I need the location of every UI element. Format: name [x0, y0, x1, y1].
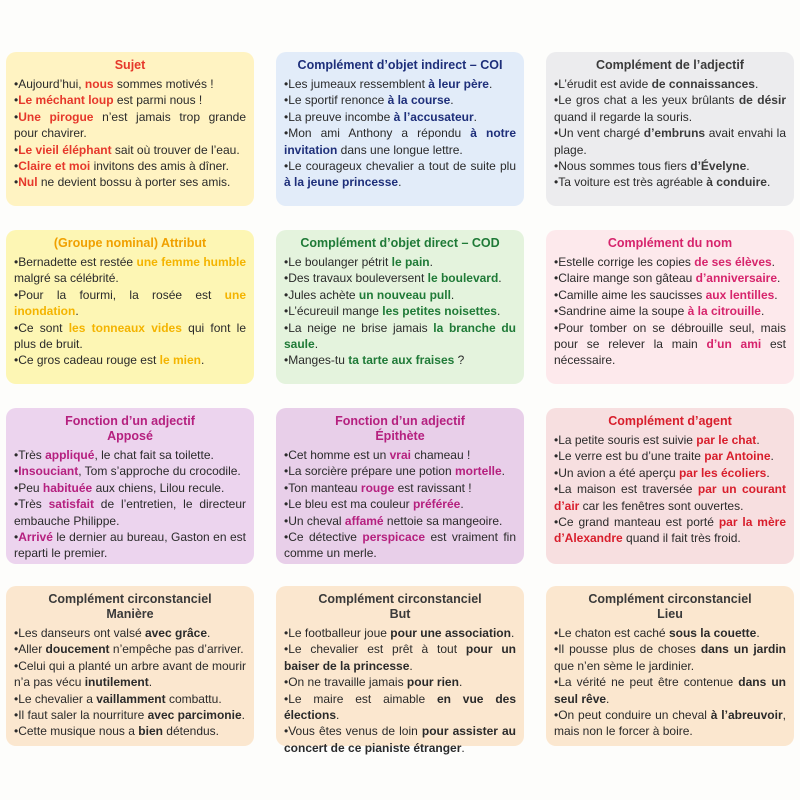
sentence-text: est ravissant !: [394, 480, 472, 495]
highlighted-phrase: Une pirogue: [18, 109, 94, 124]
sentence-text: .: [766, 465, 770, 480]
sentence-text: .: [75, 304, 79, 319]
card-coi: [276, 52, 524, 206]
highlighted-phrase: par le chat: [696, 433, 757, 447]
sentence-text: •Pour la fourmi, la rosée est: [14, 287, 225, 302]
sentence-text: chameau !: [410, 448, 471, 462]
sentence-text: .: [488, 77, 493, 91]
sentence-text: , Tom s’approche du crocodile.: [78, 464, 241, 479]
highlighted-phrase: une femme humble: [136, 255, 246, 269]
sentence-text: .: [771, 255, 776, 269]
example-sentence: [554, 707, 786, 740]
sentence-text: •: [14, 142, 19, 157]
highlighted-phrase: aux lentilles: [705, 287, 775, 302]
sentence-text: •Claire mange son gâteau: [554, 271, 696, 286]
sentence-text: , le chat fait sa toilette.: [94, 448, 214, 462]
sentence-text: •: [14, 464, 19, 479]
example-sentence: [14, 463, 246, 479]
highlighted-phrase: vaillamment: [96, 691, 166, 706]
sentence-text: •Ce détective: [284, 530, 363, 545]
card-adjectif-epithete: [276, 408, 524, 564]
example-list: [14, 76, 246, 191]
sentence-text: •Camille aime les saucisses: [554, 287, 706, 302]
example-sentence: [14, 320, 246, 353]
highlighted-phrase: une inondation: [14, 287, 246, 319]
sentence-text: •Le chaton est caché: [554, 626, 669, 640]
example-sentence: [14, 529, 246, 562]
example-sentence: [554, 270, 786, 286]
highlighted-phrase: à la citrouille: [687, 304, 761, 319]
highlighted-phrase: bien: [138, 724, 163, 739]
card-cc-but: [276, 586, 524, 755]
card-title: Complément d’objet indirect – COI: [297, 58, 503, 72]
sentence-text: •Des travaux bouleversent: [284, 271, 428, 286]
card-complement-agent: [546, 408, 794, 564]
card-title: Complément du nom: [607, 236, 733, 250]
sentence-text: •Peu: [14, 480, 43, 495]
sentence-text: •Cette musique nous a: [14, 724, 139, 739]
highlighted-phrase: appliqué: [45, 448, 95, 462]
example-sentence: [14, 707, 246, 723]
card-complement-adjectif: [546, 52, 794, 206]
sentence-text: •Vous êtes venus de loin: [284, 724, 422, 739]
sentence-text: aux chiens, Lilou recule.: [92, 480, 225, 495]
sentence-text: •Pour tomber on se débrouille seul, mais pour se relever la main: [554, 320, 786, 352]
sentence-text: •Nous sommes tous fiers: [554, 159, 691, 174]
sentence-text: .: [148, 675, 153, 690]
highlighted-phrase: perspicace: [362, 530, 426, 545]
example-sentence: [284, 287, 516, 303]
sentence-text: •La sorcière prépare une potion: [284, 464, 455, 479]
sentence-text: quand il fait très froid.: [622, 531, 741, 546]
example-sentence: [554, 254, 786, 270]
sentence-text: .: [460, 497, 464, 512]
sentence-text: •On ne travaille jamais: [284, 675, 407, 690]
highlighted-phrase: le boulevard: [427, 271, 499, 286]
sentence-text: •Le sportif renonce: [284, 93, 388, 108]
example-sentence: [14, 447, 246, 463]
sentence-text: avait envahi la plage.: [554, 126, 786, 157]
highlighted-phrase: Claire et moi: [18, 159, 91, 174]
highlighted-phrase: les petites noisettes: [382, 304, 497, 319]
example-sentence: [14, 658, 246, 691]
example-sentence: [284, 691, 516, 724]
example-sentence: [284, 76, 516, 92]
example-sentence: [14, 625, 246, 641]
sentence-text: dans une longue lettre.: [337, 142, 463, 157]
highlighted-phrase: avec parcimonie: [147, 708, 242, 723]
example-sentence: [554, 287, 786, 303]
sentence-text: .: [450, 93, 454, 108]
sentence-text: •L’érudit est avide: [554, 77, 652, 91]
highlighted-phrase: mortelle: [454, 464, 502, 479]
card-title: (Groupe nominal) Attribut: [53, 236, 207, 250]
example-sentence: [554, 448, 786, 464]
example-sentence: [284, 723, 516, 756]
sentence-text: est nécessaire.: [554, 337, 787, 368]
example-sentence: [284, 125, 516, 158]
example-list: [554, 625, 786, 740]
highlighted-phrase: de ses élèves: [694, 255, 772, 269]
sentence-text: .: [241, 708, 245, 723]
example-sentence: [554, 158, 786, 174]
sentence-text: .: [200, 353, 205, 368]
example-sentence: [14, 76, 246, 92]
example-sentence: [554, 514, 786, 547]
sentence-text: •Très: [14, 448, 46, 462]
example-sentence: [284, 674, 516, 690]
sentence-text: •La preuve incombe: [284, 109, 394, 124]
example-sentence: [14, 641, 246, 657]
highlighted-phrase: dans un seul rêve: [554, 675, 786, 706]
sentence-text: .: [458, 675, 463, 690]
sentence-text: .: [777, 271, 781, 286]
sentence-text: •Il faut saler la nourriture: [14, 708, 148, 723]
sentence-text: sommes motivés !: [113, 77, 214, 91]
card-title: Complément circonstanciel Lieu: [588, 592, 752, 621]
sentence-text: •Les danseurs ont valsé: [14, 626, 145, 640]
highlighted-phrase: à la course: [387, 93, 451, 108]
example-sentence: [554, 303, 786, 319]
sentence-text: •Ta voiture est très agréable: [554, 175, 707, 190]
highlighted-phrase: d’un ami: [706, 337, 762, 352]
highlighted-phrase: à notre invitation: [284, 126, 516, 157]
example-sentence: [14, 691, 246, 707]
highlighted-phrase: rouge: [360, 480, 395, 495]
example-sentence: [554, 481, 786, 514]
highlighted-phrase: à l’abreuvoir: [710, 708, 783, 723]
card-title: Fonction d’un adjectif Apposé: [65, 414, 195, 443]
sentence-text: •Très: [14, 497, 49, 512]
sentence-text: •: [14, 93, 19, 108]
highlighted-phrase: par la mère d’Alexandre: [554, 515, 786, 546]
card-title: Complément circonstanciel Manière: [48, 592, 212, 621]
highlighted-phrase: Arrivé: [18, 530, 53, 545]
sentence-text: .: [207, 626, 211, 640]
highlighted-phrase: inutilement: [84, 675, 149, 690]
sentence-text: •Mon ami Anthony a répondu: [284, 126, 471, 141]
example-sentence: [14, 174, 246, 190]
highlighted-phrase: dans un jardin: [700, 642, 787, 657]
sentence-text: •Aujourd’hui,: [14, 77, 85, 91]
example-sentence: [554, 641, 786, 674]
highlighted-phrase: un nouveau pull: [358, 287, 451, 302]
example-sentence: [554, 674, 786, 707]
example-sentence: [284, 480, 516, 496]
sentence-text: •Le chevalier a: [14, 691, 97, 706]
example-list: [284, 254, 516, 369]
sentence-text: •On peut conduire un cheval: [554, 708, 711, 723]
highlighted-phrase: doucement: [45, 642, 110, 657]
example-sentence: [554, 625, 786, 641]
example-list: [554, 432, 786, 547]
example-list: [554, 254, 786, 369]
card-title: Fonction d’un adjectif Épithète: [335, 414, 465, 443]
highlighted-phrase: à leur père: [428, 77, 489, 91]
example-sentence: [284, 352, 516, 368]
highlighted-phrase: vrai: [389, 448, 411, 462]
example-sentence: [554, 125, 786, 158]
sentence-text: .: [398, 175, 402, 190]
sentence-text: .: [756, 626, 760, 640]
sentence-text: le dernier au bureau, Gaston en est reparti le premier.: [14, 530, 246, 561]
sentence-text: détendus.: [162, 724, 219, 739]
sentence-text: •: [14, 175, 19, 190]
sentence-text: malgré sa célébrité.: [14, 271, 119, 286]
sentence-text: •Estelle corrige les copies: [554, 255, 695, 269]
highlighted-phrase: à l’accusateur: [393, 109, 474, 124]
highlighted-phrase: Le vieil éléphant: [18, 142, 112, 157]
example-sentence: [284, 496, 516, 512]
sentence-text: •Jules achète: [284, 287, 359, 302]
example-sentence: [284, 92, 516, 108]
example-list: [284, 625, 516, 756]
card-cc-lieu: [546, 586, 794, 746]
example-sentence: [554, 76, 786, 92]
sentence-text: est vraiment fin comme un merle.: [284, 530, 516, 561]
example-sentence: [14, 254, 246, 287]
highlighted-phrase: en vue des élections: [284, 691, 516, 723]
sentence-text: •Un cheval: [284, 513, 345, 528]
sentence-text: .: [429, 255, 433, 269]
example-list: [554, 76, 786, 191]
example-sentence: [14, 480, 246, 496]
sentence-text: •Il pousse plus de choses: [554, 642, 701, 657]
sentence-text: ne devient bossu à porter ses amis.: [37, 175, 231, 190]
sentence-text: .: [461, 740, 465, 755]
sentence-text: •: [14, 530, 19, 545]
example-sentence: [284, 513, 516, 529]
sentence-text: •Le footballeur joue: [284, 626, 391, 640]
sentence-text: •L’écureuil mange: [284, 304, 383, 319]
sentence-text: .: [314, 337, 319, 352]
card-adjectif-appose: [6, 408, 254, 564]
highlighted-phrase: de connaissances: [651, 77, 755, 91]
example-sentence: [14, 158, 246, 174]
sentence-text: nettoie sa mangeoire.: [383, 513, 503, 528]
highlighted-phrase: par les écoliers: [678, 465, 767, 480]
sentence-text: .: [770, 449, 774, 464]
highlighted-phrase: les tonneaux vides: [68, 320, 182, 335]
example-sentence: [554, 432, 786, 448]
example-sentence: [284, 529, 516, 562]
card-complement-nom: [546, 230, 794, 384]
sentence-text: .: [409, 658, 413, 673]
example-sentence: [284, 254, 516, 270]
sentence-text: , mais non le forcer à boire.: [554, 708, 786, 739]
example-list: [14, 254, 246, 369]
sentence-text: .: [760, 304, 765, 319]
sentence-text: •Le boulanger pétrit: [284, 255, 392, 269]
sentence-text: .: [756, 433, 760, 447]
card-title: Complément de l’adjectif: [596, 58, 744, 72]
sentence-text: •Un vent chargé: [554, 126, 644, 141]
sentence-text: ?: [454, 353, 465, 368]
example-sentence: [554, 174, 786, 190]
sentence-text: car les fenêtres sont ouvertes.: [579, 498, 744, 513]
sentence-text: •Ton manteau: [284, 480, 361, 495]
highlighted-phrase: par un courant d’air: [554, 482, 786, 513]
example-list: [284, 447, 516, 562]
highlighted-phrase: affamé: [344, 513, 384, 528]
highlighted-phrase: Nul: [18, 175, 38, 190]
example-sentence: [14, 92, 246, 108]
sentence-text: .: [336, 708, 340, 723]
sentence-text: qui font le plus de bruit.: [14, 320, 247, 352]
sentence-text: combattu.: [165, 691, 222, 706]
highlighted-phrase: pour assister au concert de ce pianiste étranger: [284, 724, 517, 755]
sentence-text: n’empêche pas d’arriver.: [109, 642, 244, 657]
example-sentence: [284, 625, 516, 641]
highlighted-phrase: d’Évelyne: [690, 159, 747, 174]
sentence-text: •La neige ne brise jamais: [284, 320, 434, 335]
example-list: [14, 447, 246, 562]
card-cod: [276, 230, 524, 384]
example-sentence: [554, 92, 786, 125]
sentence-text: .: [754, 77, 759, 91]
sentence-text: .: [766, 175, 771, 190]
sentence-text: •La petite souris est suivie: [554, 433, 697, 447]
example-sentence: [284, 447, 516, 463]
example-sentence: [284, 463, 516, 479]
example-sentence: [284, 641, 516, 674]
card-title: Complément circonstanciel But: [318, 592, 482, 621]
sentence-text: •Celui qui a planté un arbre avant de mourir n’a pas vécu: [14, 658, 246, 690]
example-sentence: [284, 109, 516, 125]
sentence-text: •Le gros chat a les yeux brûlants: [554, 93, 739, 108]
highlighted-phrase: à la jeune princesse: [284, 175, 399, 190]
sentence-text: .: [746, 159, 750, 174]
sentence-text: que n’en sème le jardinier.: [554, 658, 695, 673]
sentence-text: invitons des amis à dîner.: [90, 159, 229, 174]
highlighted-phrase: le mien: [159, 353, 201, 368]
highlighted-phrase: pour un baiser de la princesse: [284, 642, 516, 673]
example-sentence: [554, 465, 786, 481]
highlighted-phrase: d’embruns: [643, 126, 706, 141]
card-sujet: [6, 52, 254, 206]
card-title: Complément d’agent: [608, 414, 732, 428]
highlighted-phrase: satisfait: [48, 497, 94, 512]
example-sentence: [284, 158, 516, 191]
sentence-text: .: [450, 287, 455, 302]
highlighted-phrase: le pain: [391, 255, 430, 269]
sentence-text: •La maison est traversée: [554, 482, 698, 497]
sentence-text: .: [774, 287, 778, 302]
example-sentence: [554, 320, 786, 369]
sentence-text: sait où trouver de l’eau.: [111, 142, 240, 157]
highlighted-phrase: par Antoine: [704, 449, 771, 464]
sentence-text: .: [496, 304, 501, 319]
card-cc-maniere: [6, 586, 254, 746]
sentence-text: .: [498, 271, 502, 286]
sentence-text: •Un avion a été aperçu: [554, 465, 679, 480]
example-sentence: [14, 109, 246, 142]
sentence-text: •Bernadette est restée: [14, 255, 137, 269]
sentence-text: •Aller: [14, 642, 46, 657]
example-list: [284, 76, 516, 191]
sentence-text: •Manges-tu: [284, 353, 349, 368]
highlighted-phrase: d’anniversaire: [695, 271, 777, 286]
example-sentence: [14, 142, 246, 158]
sentence-text: •Ce grand manteau est porté: [554, 515, 719, 530]
sentence-text: •: [14, 159, 19, 174]
highlighted-phrase: nous: [84, 77, 114, 91]
sentence-text: •Le verre est bu d’une traite: [554, 449, 705, 464]
highlighted-phrase: Insouciant: [18, 464, 79, 479]
sentence-text: de l’entretien, le directeur embauche Philippe.: [14, 497, 247, 528]
example-sentence: [284, 270, 516, 286]
sentence-text: •Le maire est aimable: [284, 691, 437, 706]
example-list: [14, 625, 246, 740]
sentence-text: n’est jamais trop grande pour chavirer.: [14, 109, 246, 141]
sentence-text: .: [501, 464, 506, 479]
sentence-text: •Le bleu est ma couleur: [284, 497, 413, 512]
sentence-text: •Les jumeaux ressemblent: [284, 77, 429, 91]
highlighted-phrase: à conduire: [706, 175, 767, 190]
highlighted-phrase: Le méchant loup: [18, 93, 114, 108]
sentence-text: .: [606, 691, 610, 706]
highlighted-phrase: ta tarte aux fraises: [348, 353, 455, 368]
card-title: Sujet: [114, 58, 146, 72]
sentence-text: •Sandrine aime la soupe: [554, 304, 688, 319]
highlighted-phrase: pour une association: [390, 626, 511, 640]
sentence-text: •Le courageux chevalier a tout de suite plu: [284, 159, 516, 174]
highlighted-phrase: de désir: [738, 93, 786, 108]
highlighted-phrase: pour rien: [406, 675, 459, 690]
sentence-text: •Ce gros cadeau rouge est: [14, 353, 160, 368]
highlighted-phrase: préférée: [412, 497, 461, 512]
sentence-text: •: [14, 109, 19, 124]
card-attribut: [6, 230, 254, 384]
highlighted-phrase: sous la couette: [668, 626, 757, 640]
example-sentence: [14, 352, 246, 368]
example-sentence: [284, 303, 516, 319]
sentence-text: .: [510, 626, 515, 640]
sentence-text: •Ce sont: [14, 320, 69, 335]
example-sentence: [14, 287, 246, 320]
example-sentence: [14, 723, 246, 739]
highlighted-phrase: habituée: [42, 480, 93, 495]
highlighted-phrase: avec grâce: [144, 626, 208, 640]
sentence-text: est parmi nous !: [113, 93, 203, 108]
example-sentence: [284, 320, 516, 353]
sentence-text: •Cet homme est un: [284, 448, 390, 462]
card-title: Complément d’objet direct – COD: [300, 236, 500, 250]
sentence-text: •La vérité ne peut être contenue: [554, 675, 739, 690]
sentence-text: quand il regarde la souris.: [554, 109, 693, 124]
example-sentence: [14, 496, 246, 529]
sentence-text: •Le chevalier est prêt à tout: [284, 642, 466, 657]
sentence-text: .: [473, 109, 477, 124]
highlighted-phrase: la branche du saule: [284, 320, 516, 352]
